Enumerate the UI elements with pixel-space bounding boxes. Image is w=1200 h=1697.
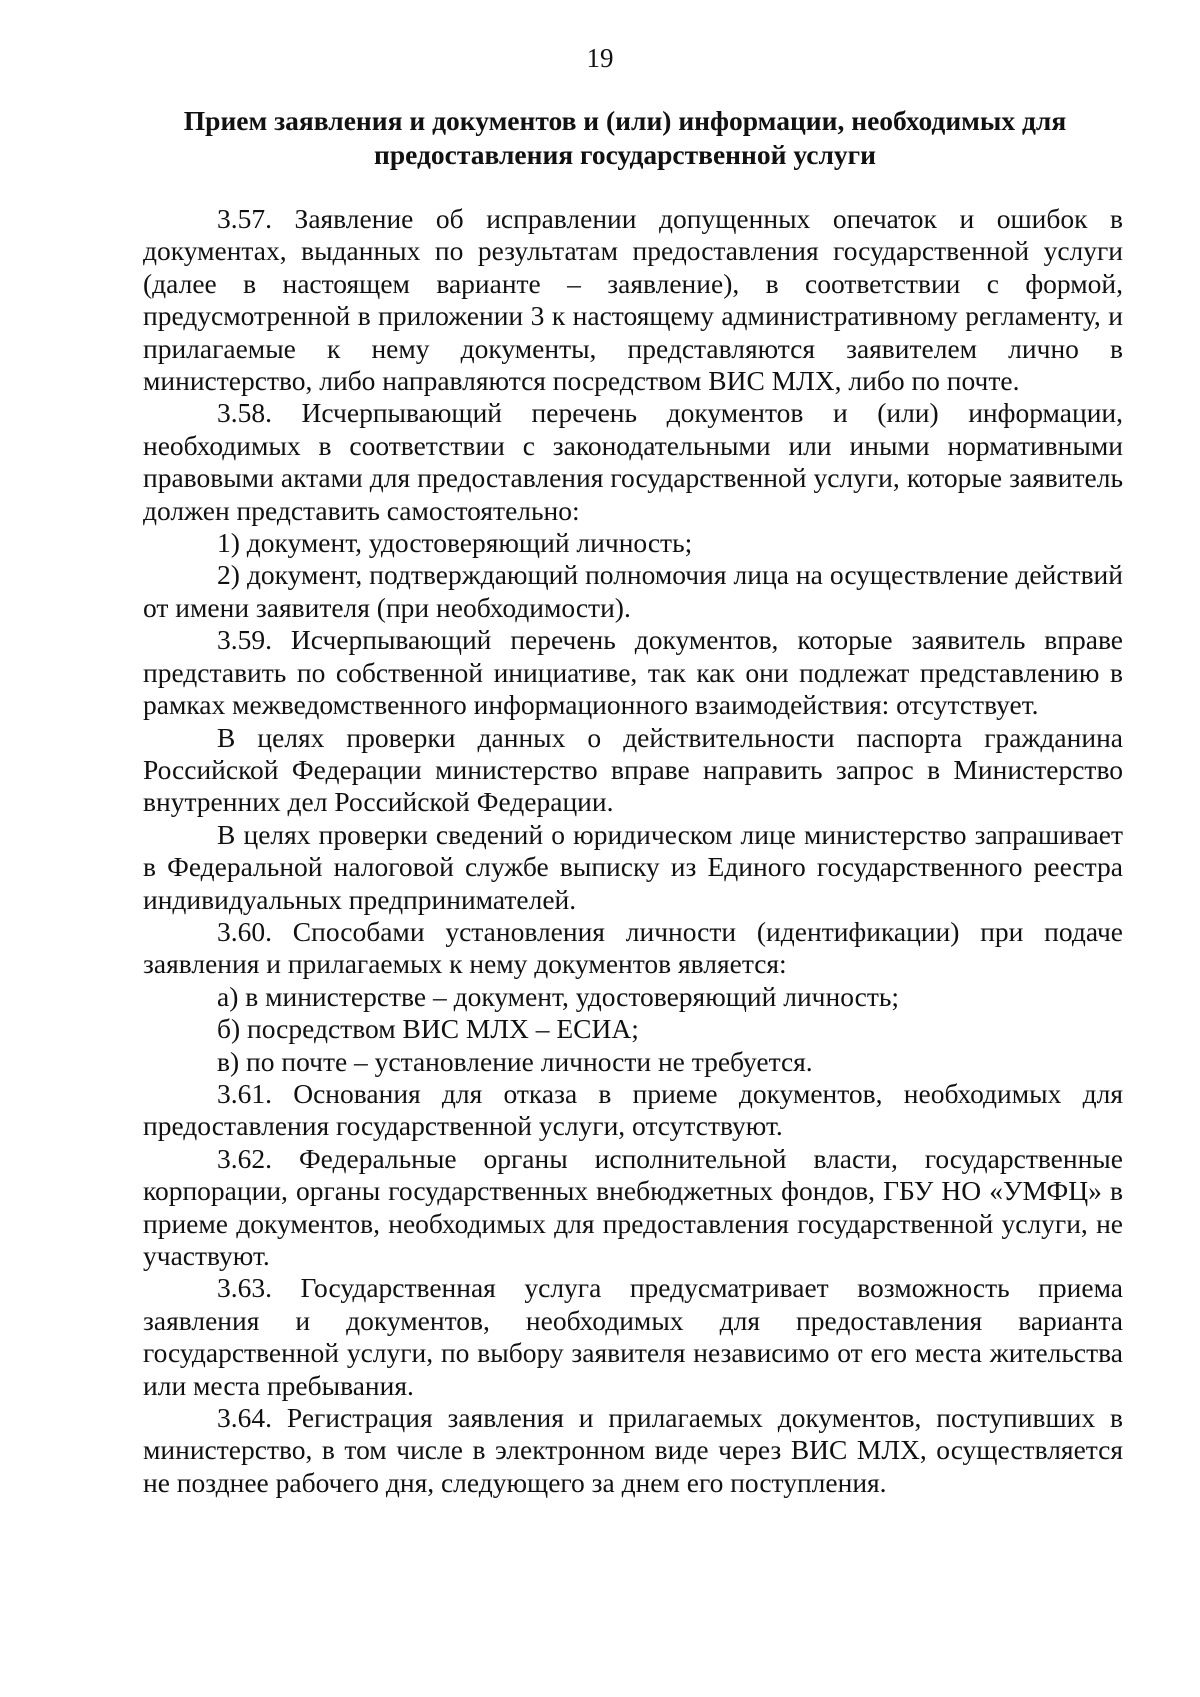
paragraph-3-62: 3.62. Федеральные органы исполнительной власти, государственные корпорации, органы государственных внебюджетных фондов, ГБУ НО «УМФЦ» в приеме документов, необходимых для предоставления государственной услуги, не участвуют. bbox=[143, 1142, 1123, 1271]
paragraph-3-63: 3.63. Государственная услуга предусматривает возможность приема заявления и документов, необходимых для предоставления варианта государственной услуги, по выбору заявителя независимо от его места жительства или места пребывания. bbox=[143, 1272, 1123, 1401]
paragraph-legal-entity-check: В целях проверки сведений о юридическом лице министерство запрашивает в Федеральной налоговой службе выписку из Единого государственного реестра индивидуальных предпринимателей. bbox=[143, 818, 1123, 915]
paragraph-3-64: 3.64. Регистрация заявления и прилагаемых документов, поступивших в министерство, в том числе в электронном виде через ВИС МЛХ, осуществляется не позднее рабочего дня, следующего за днем его поступления. bbox=[143, 1402, 1123, 1498]
paragraph-passport-check: В целях проверки данных о действительности паспорта гражданина Российской Федерации министерство вправе направить запрос в Министерство внутренних дел Российской Федерации. bbox=[143, 721, 1123, 818]
paragraph-3-60: 3.60. Способами установления личности (идентификации) при подаче заявления и прилагаемых к нему документов является: bbox=[143, 915, 1123, 980]
list-item-1: 1) документ, удостоверяющий личность; bbox=[217, 527, 693, 559]
paragraph-3-58: 3.58. Исчерпывающий перечень документов и (или) информации, необходимых в соответствии с законодательными или иными нормативными правовыми актами для предоставления государственной услуги, которые заявитель должен представить самостоятельно: bbox=[143, 397, 1123, 526]
list-item-v: в) по почте – установление личности не требуется. bbox=[217, 1045, 813, 1077]
list-item-b: б) посредством ВИС МЛХ – ЕСИА; bbox=[217, 1013, 639, 1045]
section-heading: Прием заявления и документов и (или) информации, необходимых для предоставления государственной услуги bbox=[183, 105, 1067, 170]
page-number: 19 bbox=[586, 43, 614, 73]
list-item-a: а) в министерстве – документ, удостоверяющий личность; bbox=[217, 980, 900, 1012]
paragraph-3-59: 3.59. Исчерпывающий перечень документов, которые заявитель вправе представить по собственной инициативе, так как они подлежат представлению в рамках межведомственного информационного взаимодействия: отсутствует. bbox=[143, 624, 1123, 721]
document-body bbox=[143, 203, 1123, 1499]
list-item-2: 2) документ, подтверждающий полномочия лица на осуществление действий от имени заявителя (при необходимости). bbox=[143, 559, 1123, 623]
paragraph-3-57: 3.57. Заявление об исправлении допущенных опечаток и ошибок в документах, выданных по результатам предоставления государственной услуги (далее в настоящем варианте – заявление), в соответствии с формой, предусмотренной в приложении 3 к настоящему административному регламенту, и прилагаемые к нему документы, представляются заявителем лично в министерство, либо направляются посредством ВИС МЛХ, либо по почте. bbox=[143, 203, 1123, 397]
paragraph-3-61: 3.61. Основания для отказа в приеме документов, необходимых для предоставления государственной услуги, отсутствуют. bbox=[143, 1077, 1123, 1142]
